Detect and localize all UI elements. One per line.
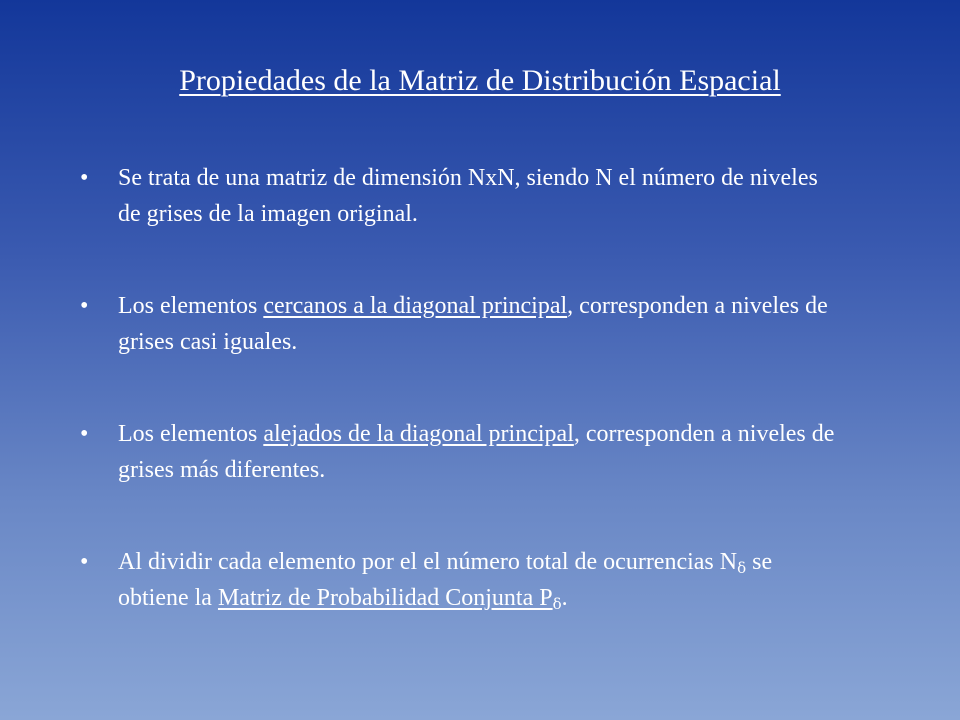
bullet-text-continued: , corresponden a niveles de grises más diferentes. <box>118 421 835 483</box>
delta-subscript: δ <box>737 559 747 577</box>
underlined-phrase: alejados de la diagonal principal <box>263 421 574 447</box>
bullet-text-continued: se obtiene la <box>118 549 773 611</box>
delta-subscript: δ <box>552 595 562 613</box>
underlined-text: Matriz de Probabilidad Conjunta P <box>217 585 553 611</box>
bullet-icon: • <box>80 421 89 447</box>
bullet-text: Los elementos <box>118 421 264 447</box>
bullet-icon: • <box>80 293 89 319</box>
underlined-phrase: cercanos a la diagonal principal <box>263 293 568 319</box>
bullet-item-3 <box>80 416 840 488</box>
bullet-list <box>80 160 840 672</box>
bullet-text-end: . <box>561 585 568 611</box>
bullet-text: Se trata de una matriz de dimensión NxN, siendo N el número de niveles de grises de la imagen original. <box>118 165 818 227</box>
bullet-icon: • <box>80 165 89 191</box>
underlined-phrase <box>218 585 562 611</box>
bullet-item-4 <box>80 544 840 616</box>
bullet-item-1 <box>80 160 840 232</box>
bullet-icon: • <box>80 549 89 575</box>
bullet-text: Al dividir cada elemento por el el número total de ocurrencias N <box>118 549 738 575</box>
bullet-text-continued: , corresponden a niveles de grises casi iguales. <box>118 293 828 355</box>
bullet-item-2 <box>80 288 840 360</box>
slide-title: Propiedades de la Matriz de Distribución Espacial <box>179 64 781 97</box>
bullet-text: Los elementos <box>118 293 264 319</box>
